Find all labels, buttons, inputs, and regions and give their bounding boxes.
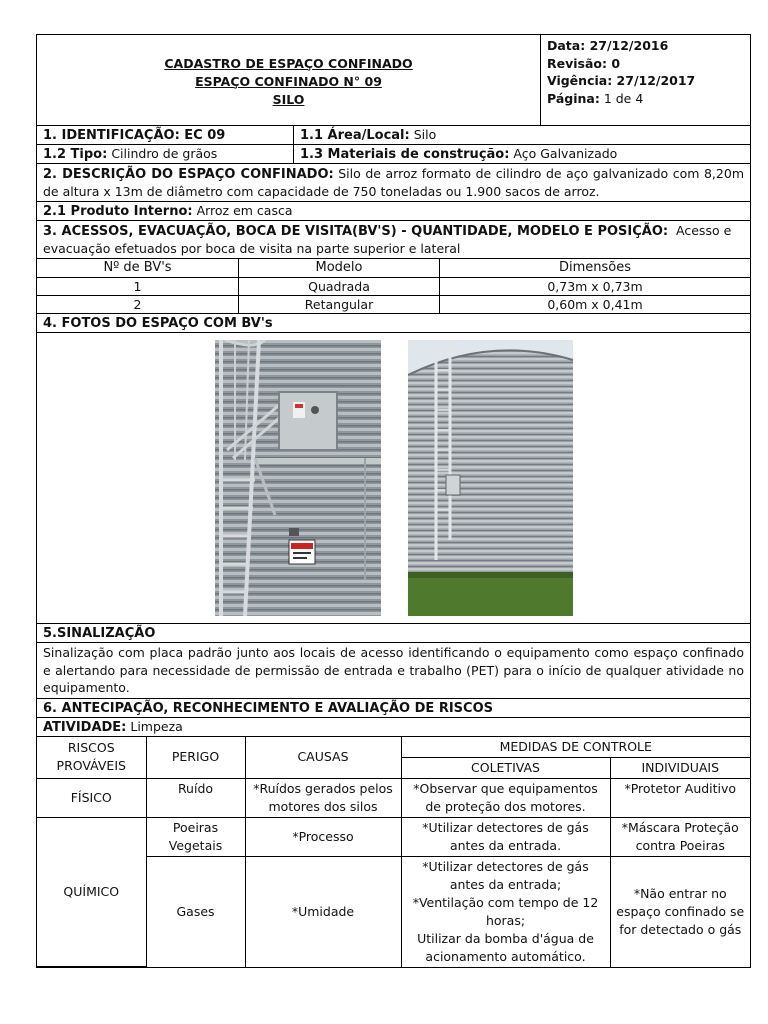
bv-count: 2 [133,297,142,312]
access-value: Acesso e evacuação efetuados por boca de visita na parte superior e lateral [43,223,732,256]
doc-page [547,90,744,108]
access-label: 3. ACESSOS, EVACUAÇÃO, BOCA DE VISITA(BV'S) - QUANTIDADE, MODELO E POSIÇÃO: [43,224,669,239]
cause-ruido: *Ruídos gerados pelos motores dos silos [245,778,401,817]
signage-row [37,642,750,698]
page-value: 1 de 4 [603,90,644,106]
collective-gases-2: *Ventilação com tempo de 12 horas; [412,894,599,928]
signage-label-row [37,623,750,642]
description-value: Silo de arroz formato de cilindro de aço galvanizado com 8,20m de altura x 13m de diâmetro com capacidade de 750 toneladas ou 1.900 sacos de arroz. [43,166,744,199]
doc-revision: Revisão: 0 [547,55,621,71]
area-local [293,126,750,144]
risk-quimico: QUÍMICO [37,817,146,967]
access-row [37,220,750,258]
document-meta [540,35,750,125]
description-label: 2. DESCRIÇÃO DO ESPAÇO CONFINADO: [43,167,334,182]
signage-label [37,624,750,642]
identification-label: 1. IDENTIFICAÇÃO: EC 09 [43,128,226,143]
tipo-label: 1.2 Tipo: [43,147,108,162]
materiais [293,145,750,163]
photos-label-row [37,313,750,332]
bv-model: Quadrada [238,278,439,295]
silo-exterior-photo [408,340,573,616]
individual-ruido: *Protetor Auditivo [610,778,750,817]
collective-poeiras: *Utilizar detectores de gás antes da entrada. [401,817,610,856]
risks-label [37,699,750,717]
table-row [37,295,750,313]
photos-label [37,314,750,332]
table-row [37,277,750,295]
activity-value: Limpeza [130,718,183,734]
identification-row [37,125,750,144]
activity [37,718,750,736]
signage-text: Sinalização com placa padrão junto aos locais de acesso identificando o equipamento como espaço confinado e alertando para necessidade de permissão de entrada e trabalho (PET) para o início de qualquer atividade no equipamento. [43,645,744,695]
form-header [37,35,750,125]
bv-dimensions: 0,60m x 0,41m [439,296,750,313]
description-row [37,163,750,201]
activity-row [37,717,750,736]
area-label: 1.1 Área/Local: [300,128,410,143]
risks-title: 6. ANTECIPAÇÃO, RECONHECIMENTO E AVALIAÇÃO DE RISCOS [43,700,493,716]
signage-title: 5.SINALIZAÇÃO [43,626,156,641]
bv-model: Retangular [238,296,439,313]
col-dimensions: Dimensões [439,259,750,277]
title-line-3: SILO [272,91,305,107]
collective-gases-1: *Utilizar detectores de gás antes da entrada; [422,858,589,892]
tipo-value: Cilindro de grãos [111,146,218,161]
materiais-value: Aço Galvanizado [513,146,618,161]
col-header-causas: CAUSAS [245,737,401,779]
individual-poeiras: *Máscara Proteção contra Poeiras [610,817,750,856]
bv-count: 1 [133,279,142,294]
product [37,202,750,220]
page-label: Página: [547,90,600,106]
col-header-individuais: INDIVIDUAIS [610,757,750,778]
col-model: Modelo [238,259,439,277]
col-header-coletivas: COLETIVAS [401,757,610,778]
identification [37,126,293,144]
access [37,221,750,258]
collective-ruido: *Observar que equipamentos de proteção dos motores. [401,778,610,817]
access-table-header [37,258,750,277]
col-bv-count: Nº de BV's [103,260,172,275]
product-label: 2.1 Produto Interno: [43,204,193,219]
activity-label: ATIVIDADE: [43,719,127,735]
tipo [37,145,293,163]
photos-title: 4. FOTOS DO ESPAÇO COM BV's [43,316,273,331]
risks-label-row [37,698,750,717]
cause-poeiras: *Processo [245,817,401,856]
col-header-riscos: RISCOS PROVÁVEIS [37,737,146,779]
form-title [37,35,540,125]
col-header-perigo: PERIGO [146,737,245,779]
hazard-ruido: Ruído [146,778,245,817]
confined-space-form [36,34,751,968]
risk-table [37,737,750,968]
risk-table-row [37,736,750,968]
bv-dimensions: 0,73m x 0,73m [439,278,750,295]
materiais-label: 1.3 Materiais de construção: [300,147,510,162]
description [37,164,750,201]
hazard-gases: Gases [146,856,245,967]
hazard-poeiras: Poeiras Vegetais [146,817,245,856]
doc-date: Data: 27/12/2016 [547,38,669,53]
collective-gases [401,856,610,967]
photos-area [37,332,750,623]
type-row [37,144,750,163]
area-value: Silo [413,127,437,142]
cause-gases: *Umidade [245,856,401,967]
col-header-medidas: MEDIDAS DE CONTROLE [401,737,750,758]
title-line-1: CADASTRO DE ESPAÇO CONFINADO [164,55,413,71]
individual-gases: *Não entrar no espaço confinado se for detectado o gás [610,856,750,967]
silo-hatch-photo [215,340,381,616]
title-line-2: ESPAÇO CONFINADO N° 09 [195,73,382,89]
doc-validity: Vigência: 27/12/2017 [547,73,696,88]
product-value: Arroz em casca [196,203,293,218]
risk-fisico: FÍSICO [37,778,146,817]
product-row [37,201,750,220]
collective-gases-3: Utilizar da bomba d'água de acionamento automático. [417,930,594,964]
